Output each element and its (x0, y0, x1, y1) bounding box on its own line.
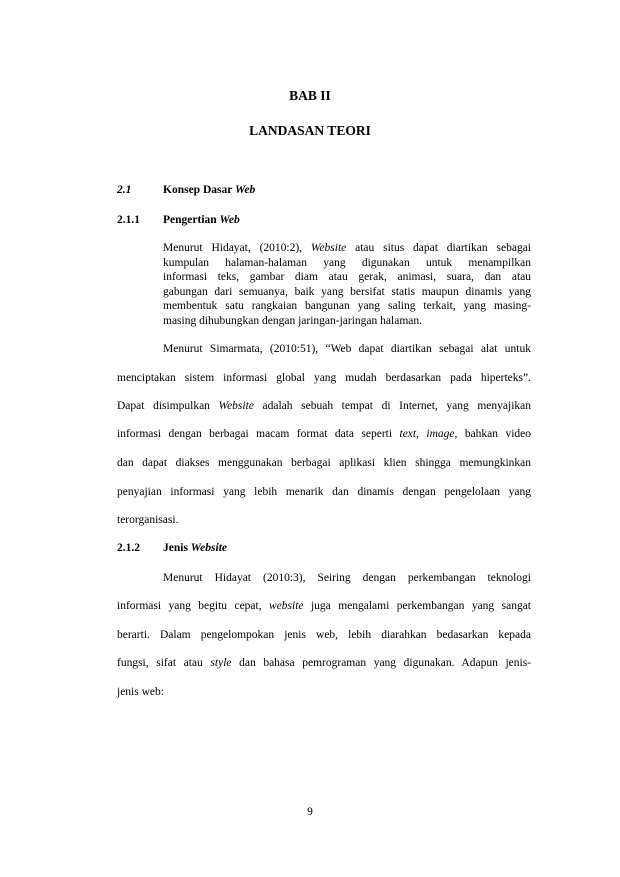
subsection-title-italic: Web (219, 214, 240, 226)
section-title-italic: Web (235, 184, 256, 196)
body-text: , bahkan video (454, 428, 531, 440)
section-title-text: Konsep Dasar (163, 184, 235, 196)
body-italic: text (399, 428, 417, 440)
body-line (117, 428, 531, 440)
body-text: fungsi, sifat atau (117, 657, 211, 669)
body-line (117, 400, 531, 412)
body-italic: Website (218, 400, 254, 412)
body-text: adalah sebuah tempat di Internet, yang menyajikan (253, 400, 531, 412)
body-line: menciptakan sistem informasi global yang mudah berdasarkan pada hiperteks”. (117, 372, 531, 384)
chapter-number: BAB II (289, 88, 331, 103)
body-line: terorganisasi. (117, 514, 179, 526)
quote-text: atau situs dapat diartikan sebagai (346, 242, 531, 254)
body-text: , (416, 428, 427, 440)
body-text: informasi yang begitu cepat, (117, 600, 270, 612)
quote-line: masing dihubungkan dengan jaringan-jaringan halaman. (163, 314, 422, 327)
subsection-title-text: Jenis (163, 542, 191, 554)
body-text: juga mengalami perkembangan yang sangat (303, 600, 531, 612)
body-line: jenis web: (117, 686, 164, 698)
quote-line: informasi teks, gambar diam atau gerak, animasi, suara, dan atau (163, 271, 531, 284)
body-italic: style (210, 657, 232, 669)
subsection-title (163, 214, 240, 226)
quote-line: kumpulan halaman-halaman yang digunakan untuk menampilkan (163, 256, 531, 269)
quote-italic: Website (310, 242, 347, 254)
body-text: dan bahasa pemrograman yang digunakan. Adapun jenis- (231, 657, 531, 669)
subsection-number: 2.1.1 (117, 214, 140, 226)
body-line: dan dapat diakses menggunakan berbagai aplikasi klien shingga memungkinkan (117, 457, 531, 469)
block-quote (163, 241, 531, 329)
body-line: berarti. Dalam pengelompokan jenis web, lebih diarahkan bedasarkan kepada (117, 629, 531, 641)
section-number: 2.1 (117, 184, 132, 196)
quote-line: gabungan dari semuanya, baik yang bersifat statis maupun dinamis yang (163, 285, 531, 298)
quote-line (163, 241, 531, 256)
page-number: 9 (307, 806, 313, 818)
section-title (163, 184, 255, 196)
subsection-title (163, 542, 227, 554)
body-line (117, 600, 531, 612)
body-line: Menurut Hidayat (2010:3), Seiring dengan perkembangan teknologi (163, 572, 531, 584)
subsection-number: 2.1.2 (117, 542, 140, 554)
body-line: penyajian informasi yang lebih menarik dan dinamis dengan pengelolaan yang (117, 486, 531, 498)
quote-line: membentuk satu rangkaian bangunan yang saling terkait, yang masing- (163, 300, 531, 313)
body-line: Menurut Simarmata, (2010:51), “Web dapat diartikan sebagai alat untuk (163, 343, 531, 355)
body-italic: website (269, 600, 304, 612)
quote-text: Menurut Hidayat, (2010:2), (163, 242, 311, 254)
body-italic: image (426, 428, 455, 440)
body-text: informasi dengan berbagai macam format data seperti (117, 428, 400, 440)
subsection-title-italic: Website (190, 542, 227, 554)
body-line (117, 657, 531, 669)
chapter-title: LANDASAN TEORI (249, 123, 371, 138)
body-text: Dapat disimpulkan (117, 400, 219, 412)
subsection-title-text: Pengertian (163, 214, 220, 226)
